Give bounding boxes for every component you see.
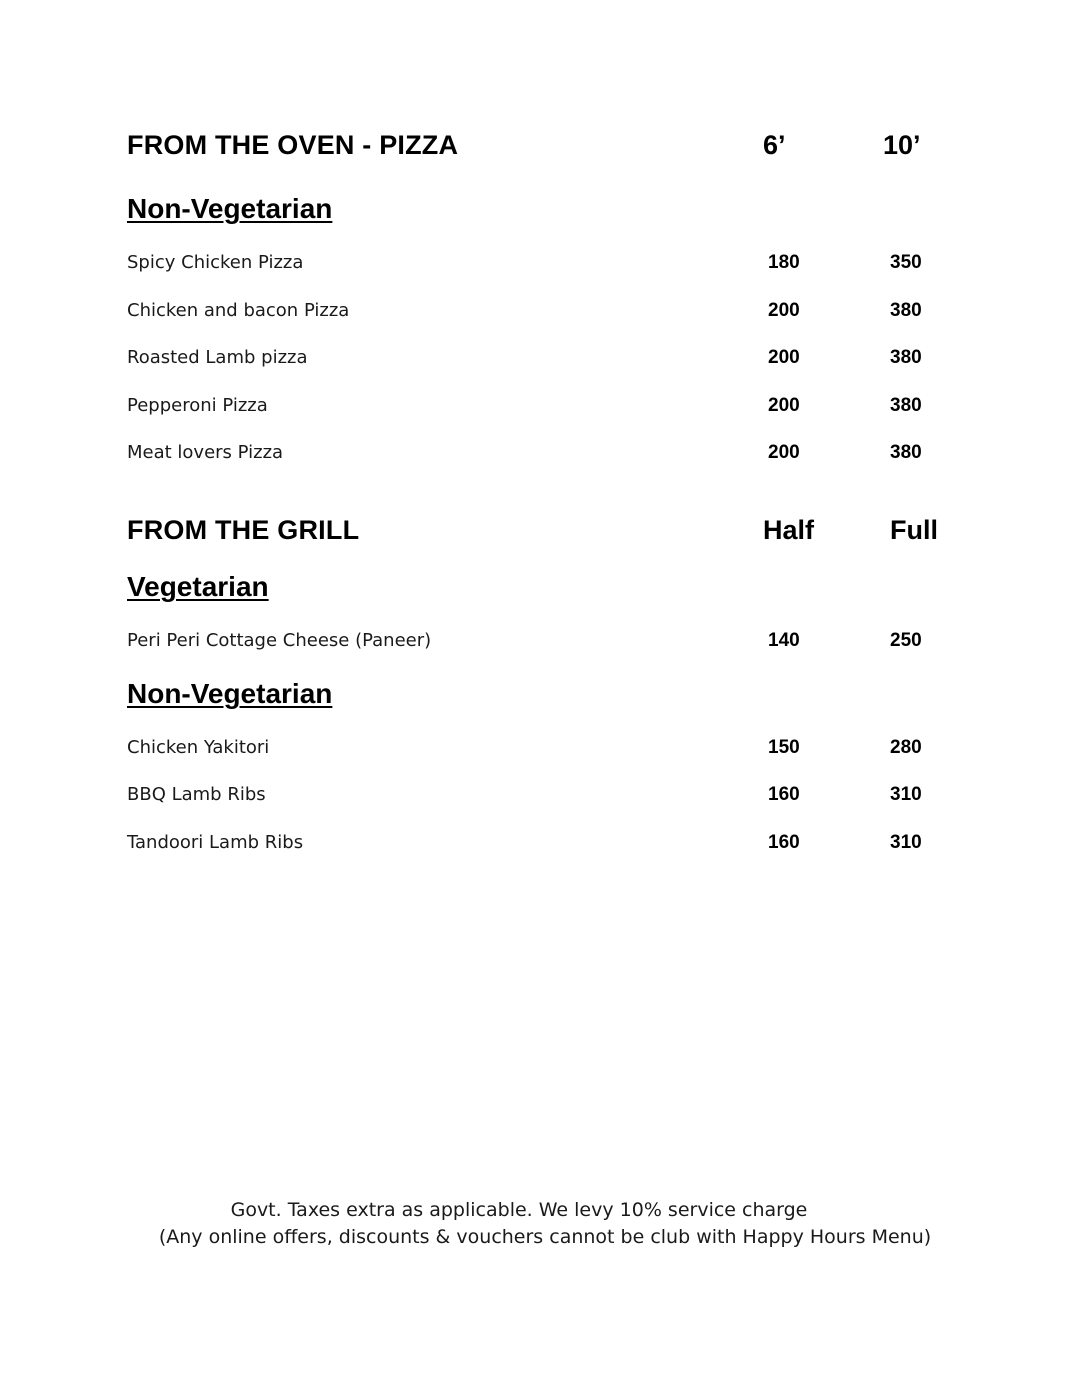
menu-item-price-large: 380	[890, 347, 922, 368]
menu-item-name: Chicken Yakitori	[127, 737, 270, 758]
menu-item-name: Meat lovers Pizza	[127, 442, 284, 463]
menu-item-name: Tandoori Lamb Ribs	[127, 832, 304, 853]
footer-tax-note: Govt. Taxes extra as applicable. We levy 10% service charge	[230, 1199, 808, 1221]
menu-item-price-full: 310	[890, 832, 922, 853]
grill-half-header: Half	[763, 515, 815, 545]
grill-full-header: Full	[890, 515, 938, 545]
grill-nonveg-subtitle: Non-Vegetarian	[127, 678, 333, 709]
menu-item-price-small: 200	[768, 442, 800, 463]
oven-section-title: FROM THE OVEN - PIZZA	[127, 130, 459, 160]
menu-item-name: Roasted Lamb pizza	[127, 347, 308, 368]
menu-item-price-full: 280	[890, 737, 922, 758]
menu-item-price-large: 380	[890, 442, 922, 463]
menu-item-price-small: 200	[768, 347, 800, 368]
grill-veg-subtitle: Vegetarian	[127, 571, 269, 602]
menu-item-price-full: 250	[890, 630, 922, 651]
menu-item-price-half: 140	[768, 630, 800, 651]
menu-item-price-half: 160	[768, 832, 800, 853]
menu-item-price-full: 310	[890, 784, 922, 805]
footer-offers-note: (Any online offers, discounts & vouchers cannot be club with Happy Hours Menu)	[158, 1226, 932, 1248]
menu-item-name: Chicken and bacon Pizza	[127, 300, 350, 321]
menu-item-price-small: 200	[768, 395, 800, 416]
menu-item-price-half: 160	[768, 784, 800, 805]
menu-item-name: Peri Peri Cottage Cheese (Paneer)	[127, 630, 432, 651]
grill-section-title: FROM THE GRILL	[127, 515, 360, 545]
menu-item-price-large: 380	[890, 395, 922, 416]
menu-item-price-small: 180	[768, 252, 800, 273]
menu-item-price-small: 200	[768, 300, 800, 321]
oven-size-6-header: 6’	[763, 130, 786, 160]
menu-item-price-half: 150	[768, 737, 800, 758]
oven-size-10-header: 10’	[883, 130, 921, 160]
oven-nonveg-subtitle: Non-Vegetarian	[127, 193, 333, 224]
menu-item-name: Pepperoni Pizza	[127, 395, 268, 416]
menu-item-name: Spicy Chicken Pizza	[127, 252, 304, 273]
menu-item-price-large: 350	[890, 252, 922, 273]
menu-item-price-large: 380	[890, 300, 922, 321]
menu-item-name: BBQ Lamb Ribs	[127, 784, 266, 805]
